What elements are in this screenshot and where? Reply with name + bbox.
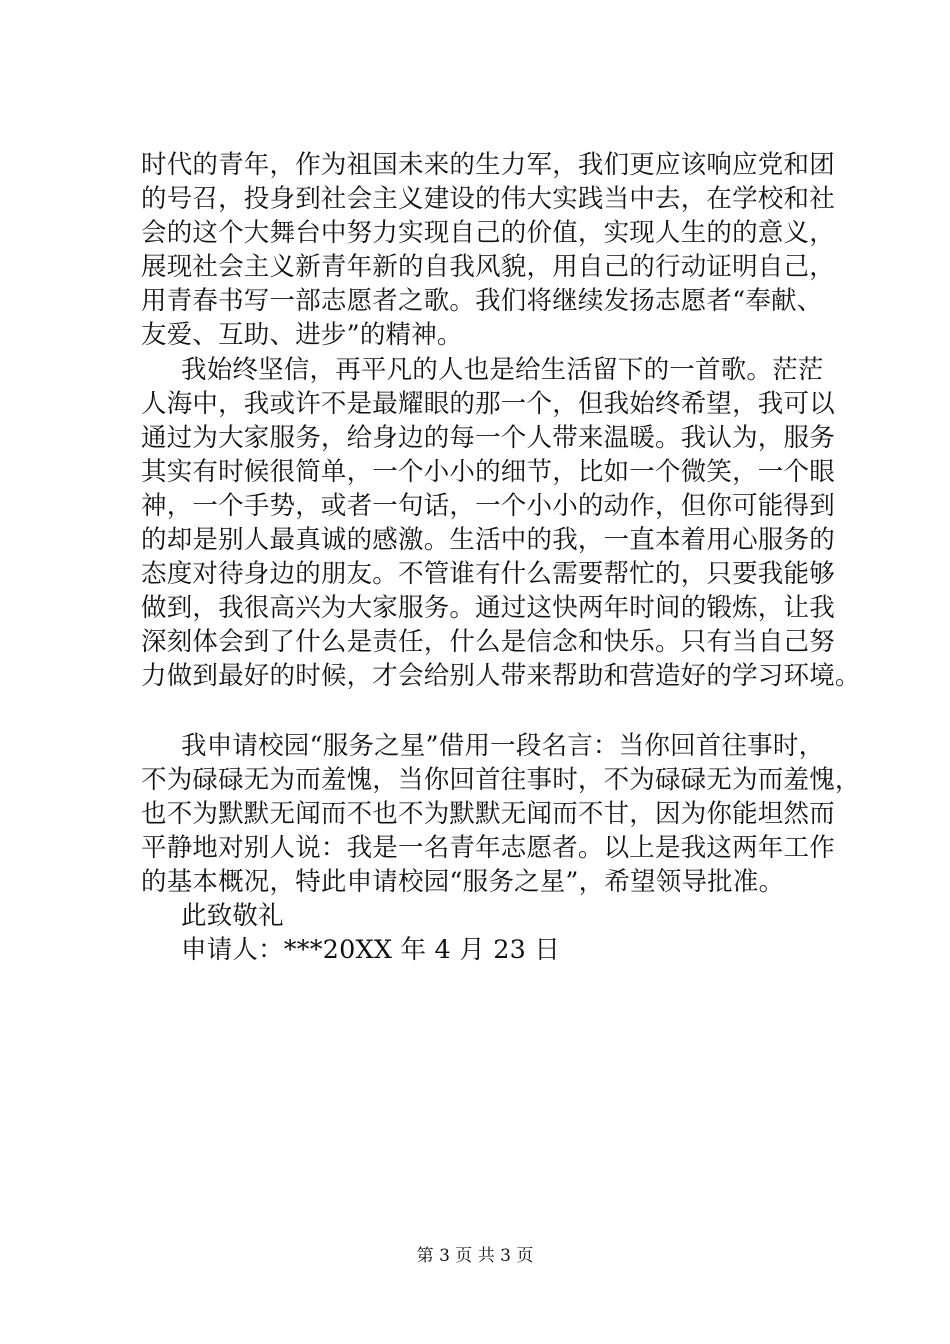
text-line: 友爱、互助、进步”的精神。 [141,320,463,351]
text-line: 也不为默默无闻而不也不为默默无闻而不甘，因为你能坦然而 [141,798,835,829]
closing-salutation: 此致敬礼 [181,900,284,931]
text-line: 平静地对别人说：我是一名青年志愿者。以上是我这两年工作 [141,832,835,863]
text-line: 用青春书写一部志愿者之歌。我们将继续发扬志愿者“奉献、 [141,286,823,317]
text-line: 我申请校园“服务之星”借用一段名言：当你回首往事时， [181,730,825,761]
text-line: 深刻体会到了什么是责任，什么是信念和快乐。只有当自己努 [141,627,835,658]
text-line: 时代的青年，作为祖国未来的生力军，我们更应该响应党和团 [141,150,835,180]
text-line: 做到，我很高兴为大家服务。通过这快两年时间的锻炼，让我 [141,593,835,624]
text-line: 人海中，我或许不是最耀眼的那一个，但我始终希望，我可以 [141,388,835,419]
paragraph-gap [141,694,821,729]
text-line: 通过为大家服务，给身边的每一个人带来温暖。我认为，服务 [141,422,835,453]
signature-line: 申请人：***20XX 年 4 月 23 日 [181,935,561,966]
text-line: 我始终坚信，再平凡的人也是给生活留下的一首歌。茫茫 [181,354,824,385]
text-line: 神，一个手势，或者一句话，一个小小的动作，但你可能得到 [141,490,835,521]
text-line: 展现社会主义新青年新的自我风貌，用自己的行动证明自己， [141,252,835,283]
text-line: 力做到最好的时候，才会给别人带来帮助和营造好的学习环境。 [141,661,861,692]
text-line: 态度对待身边的朋友。不管谁有什么需要帮忙的，只要我能够 [141,559,835,590]
document-body [141,148,861,967]
text-line: 不为碌碌无为而羞愧，当你回首往事时，不为碌碌无为而羞愧， [141,764,861,795]
text-line: 的基本概况，特此申请校园“服务之星”，希望领导批准。 [141,866,785,897]
text-line: 的却是别人最真诚的感激。生活中的我，一直本着用心服务的 [141,525,835,556]
text-line: 的号召，投身到社会主义建设的伟大实践当中去，在学校和社 [141,184,835,215]
text-line: 其实有时候很简单，一个小小的细节，比如一个微笑，一个眼 [141,456,835,487]
page-number-label: 第 3 页 共 3 页 [416,1246,534,1266]
text-line: 会的这个大舞台中努力实现自己的价值，实现人生的的意义， [141,218,835,249]
page-footer [0,1245,950,1267]
